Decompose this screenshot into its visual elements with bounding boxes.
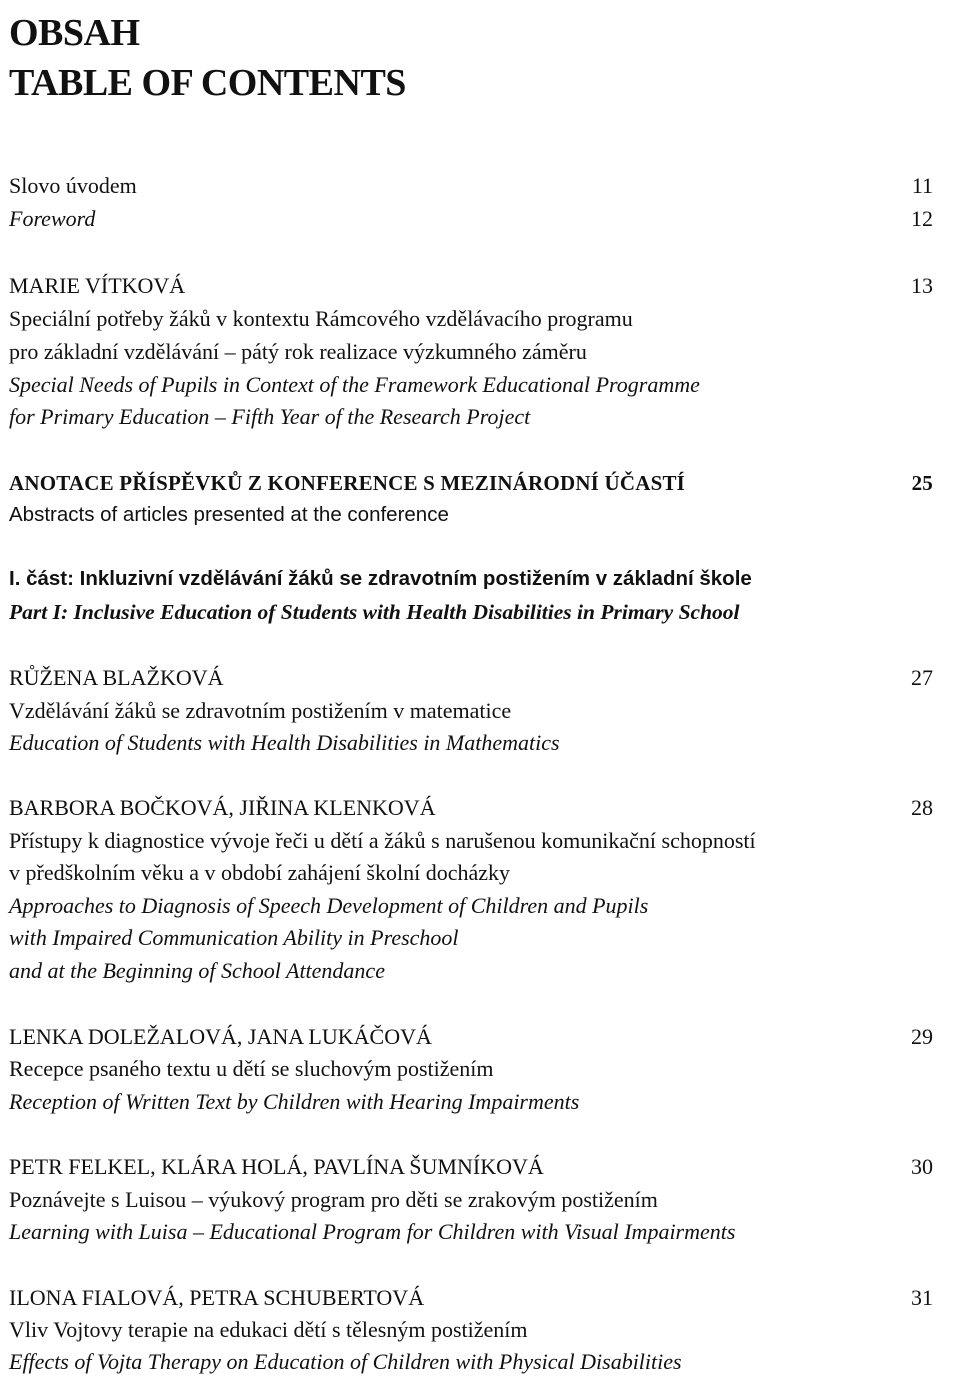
entry-title-en: for Primary Education – Fifth Year of the Research Project: [9, 404, 531, 429]
author-name: RŮŽENA BLAŽKOVÁ: [9, 665, 224, 690]
entry-title-en: Abstracts of articles presented at the conference: [9, 503, 449, 526]
toc-section-heading[interactable]: [9, 467, 933, 499]
entry-title: Foreword: [9, 206, 96, 231]
entry-title: Slovo úvodem: [9, 173, 137, 198]
entry-title-cz: Přístupy k diagnostice vývoje řeči u dětí a žáků s narušenou komunikační schopností: [9, 828, 756, 853]
page-number: 29: [911, 1024, 933, 1049]
entry-title-en: Education of Students with Health Disabilities in Mathematics: [9, 730, 560, 755]
entry-title-cz: Speciální potřeby žáků v kontextu Rámcového vzdělávacího programu: [9, 306, 633, 331]
entry-title-en: Effects of Vojta Therapy on Education of Children with Physical Disabilities: [9, 1349, 682, 1374]
page-number: 28: [911, 795, 933, 820]
toc-entry-author[interactable]: [9, 1282, 933, 1314]
author-name: LENKA DOLEŽALOVÁ, JANA LUKÁČOVÁ: [9, 1024, 432, 1049]
toc-entry-author[interactable]: [9, 270, 933, 302]
toc-entry-author[interactable]: [9, 1021, 933, 1053]
toc-entry-author[interactable]: [9, 1151, 933, 1183]
page-number: 11: [911, 173, 933, 198]
entry-title-en: Reception of Written Text by Children with Hearing Impairments: [9, 1089, 580, 1114]
page-number: 13: [911, 273, 933, 298]
author-name: PETR FELKEL, KLÁRA HOLÁ, PAVLÍNA ŠUMNÍKOVÁ: [9, 1154, 544, 1179]
page-number: 27: [911, 665, 933, 690]
page-number: 12: [911, 206, 933, 231]
entry-title-cz: v předškolním věku a v období zahájení školní docházky: [9, 860, 510, 885]
entry-title-en: Approaches to Diagnosis of Speech Development of Children and Pupils: [9, 893, 649, 918]
entry-title-cz: Recepce psaného textu u dětí se sluchovým postižením: [9, 1056, 494, 1081]
entry-title-cz: Vliv Vojtovy terapie na edukaci dětí s tělesným postižením: [9, 1317, 528, 1342]
part-heading-en: Part I: Inclusive Education of Students with Health Disabilities in Primary School: [9, 600, 740, 624]
entry-title-en: with Impaired Communication Ability in Preschool: [9, 925, 459, 950]
section-heading: ANOTACE PŘÍSPĚVKŮ Z KONFERENCE S MEZINÁRODNÍ ÚČASTÍ: [9, 471, 686, 495]
part-heading-cz: I. část: Inkluzivní vzdělávání žáků se zdravotním postižením v základní škole: [9, 567, 752, 590]
author-name: MARIE VÍTKOVÁ: [9, 273, 186, 298]
entry-title-en: Learning with Luisa – Educational Program for Children with Visual Impairments: [9, 1219, 736, 1244]
page-number: 25: [911, 471, 933, 495]
page-title-en: TABLE OF CONTENTS: [9, 62, 406, 104]
entry-title-cz: Vzdělávání žáků se zdravotním postižením v matematice: [9, 698, 512, 723]
page-number: 30: [911, 1154, 933, 1179]
page-number: 31: [911, 1285, 933, 1310]
toc-entry-author[interactable]: [9, 792, 933, 824]
entry-title-cz: pro základní vzdělávání – pátý rok realizace výzkumného záměru: [9, 339, 587, 364]
entry-title-en: Special Needs of Pupils in Context of the Framework Educational Programme: [9, 372, 700, 397]
author-name: BARBORA BOČKOVÁ, JIŘINA KLENKOVÁ: [9, 795, 436, 820]
toc-entry-foreword-cz[interactable]: [9, 170, 933, 202]
toc-entry-foreword-en[interactable]: [9, 203, 933, 235]
entry-title-cz: Poznávejte s Luisou – výukový program pro děti se zrakovým postižením: [9, 1187, 658, 1212]
toc-entry-author[interactable]: [9, 662, 933, 694]
entry-title-en: and at the Beginning of School Attendance: [9, 958, 385, 983]
author-name: ILONA FIALOVÁ, PETRA SCHUBERTOVÁ: [9, 1285, 425, 1310]
page-title-cz: OBSAH: [9, 12, 140, 54]
